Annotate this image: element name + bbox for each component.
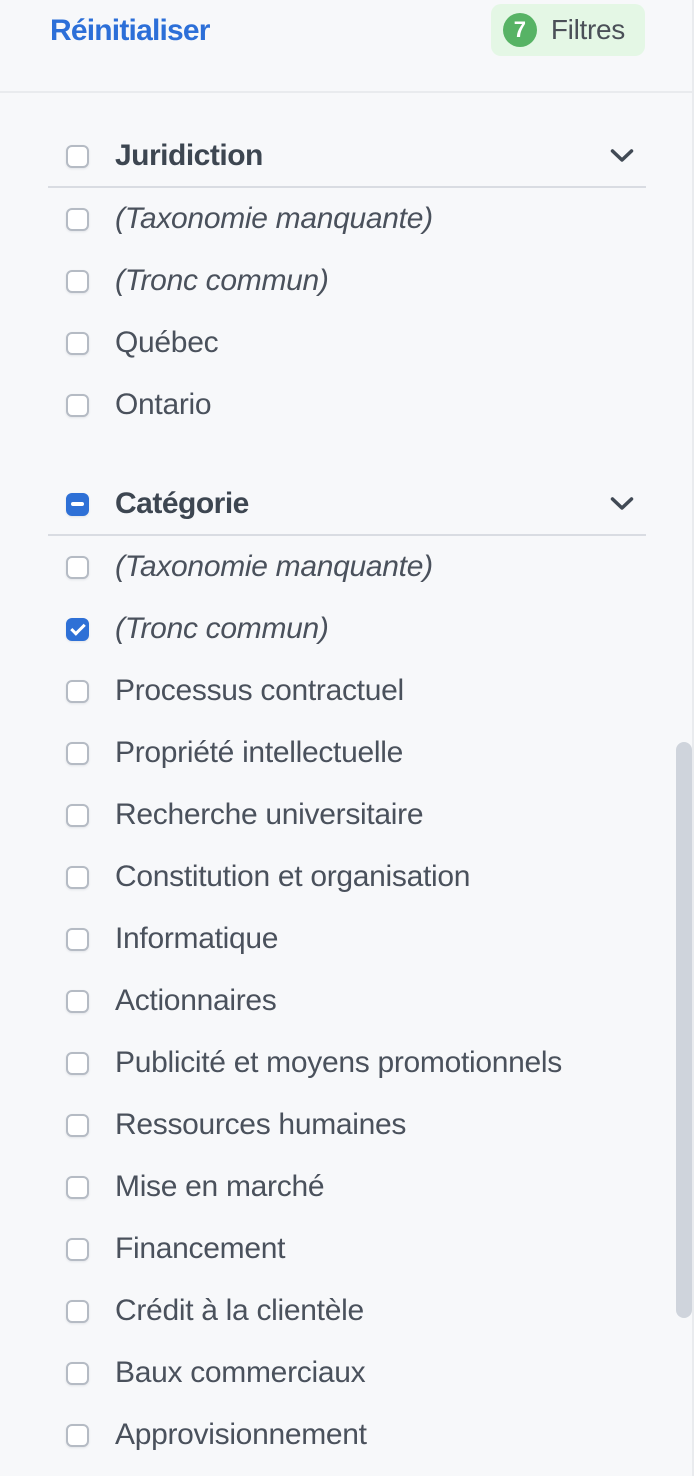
filter-option-checkbox[interactable] — [66, 928, 89, 951]
filter-option-label[interactable]: Processus contractuel — [115, 674, 404, 707]
filter-option-ontario[interactable] — [0, 374, 694, 436]
filter-option-informatique[interactable] — [0, 908, 694, 970]
filter-option-recherche-universitaire[interactable] — [0, 784, 694, 846]
filter-option-checkbox[interactable] — [66, 1238, 89, 1261]
filter-option-checkbox[interactable] — [66, 742, 89, 765]
filter-option-label[interactable]: (Tronc commun) — [115, 264, 329, 297]
filter-option-label[interactable]: Publicité et moyens promotionnels — [115, 1046, 562, 1079]
section-select-all-checkbox[interactable] — [66, 145, 89, 168]
filter-option-checkbox[interactable] — [66, 556, 89, 579]
filter-option-quebec[interactable] — [0, 312, 694, 374]
filter-option-taxonomie-manquante[interactable] — [0, 188, 694, 250]
section-items — [0, 536, 694, 1466]
filter-option-label[interactable]: Informatique — [115, 922, 279, 955]
filter-option-publicite-et-moyens-promotionnels[interactable] — [0, 1032, 694, 1094]
filter-option-label[interactable]: Crédit à la clientèle — [115, 1294, 364, 1327]
filter-option-financement[interactable] — [0, 1218, 694, 1280]
filter-option-propriete-intellectuelle[interactable] — [0, 722, 694, 784]
filter-option-checkbox[interactable] — [66, 270, 89, 293]
section-header-row[interactable] — [0, 133, 694, 179]
filter-option-label[interactable]: (Taxonomie manquante) — [115, 202, 433, 235]
chevron-down-icon[interactable] — [610, 497, 634, 511]
filter-option-baux-commerciaux[interactable] — [0, 1342, 694, 1404]
filter-option-label[interactable]: Ontario — [115, 388, 212, 421]
filter-option-credit-a-la-clientele[interactable] — [0, 1280, 694, 1342]
filter-option-label[interactable]: Propriété intellectuelle — [115, 736, 403, 769]
filter-option-actionnaires[interactable] — [0, 970, 694, 1032]
filter-option-processus-contractuel[interactable] — [0, 660, 694, 722]
section-select-all-checkbox[interactable] — [66, 493, 89, 516]
section-items — [0, 188, 694, 436]
section-title[interactable]: Catégorie — [115, 487, 249, 520]
filter-section-juridiction — [0, 133, 694, 436]
vertical-scrollbar-thumb[interactable] — [676, 742, 692, 1318]
chevron-down-icon[interactable] — [610, 149, 634, 163]
filters-badge-label: Filtres — [550, 14, 625, 45]
filter-option-label[interactable]: Approvisionnement — [115, 1418, 367, 1451]
filter-option-tronc-commun[interactable] — [0, 598, 694, 660]
filter-section-categorie — [0, 481, 694, 1466]
filter-option-label[interactable]: (Tronc commun) — [115, 612, 329, 645]
section-header-row[interactable] — [0, 481, 694, 527]
filter-option-tronc-commun[interactable] — [0, 250, 694, 312]
filter-option-constitution-et-organisation[interactable] — [0, 846, 694, 908]
filters-count-badge — [491, 4, 645, 56]
filter-option-checkbox[interactable] — [66, 804, 89, 827]
filter-option-checkbox[interactable] — [66, 208, 89, 231]
filters-count-value: 7 — [503, 13, 537, 47]
filter-option-label[interactable]: Constitution et organisation — [115, 860, 471, 893]
filter-option-approvisionnement[interactable] — [0, 1404, 694, 1466]
filter-option-label[interactable]: Ressources humaines — [115, 1108, 407, 1141]
reset-filters-link[interactable]: Réinitialiser — [50, 14, 210, 47]
filter-option-checkbox[interactable] — [66, 1362, 89, 1385]
filter-option-checkbox[interactable] — [66, 990, 89, 1013]
filter-option-checkbox[interactable] — [66, 1424, 89, 1447]
filter-sections — [0, 133, 694, 1466]
filter-option-label[interactable]: Financement — [115, 1232, 286, 1265]
filter-option-label[interactable]: Mise en marché — [115, 1170, 325, 1203]
filter-option-taxonomie-manquante[interactable] — [0, 536, 694, 598]
filter-option-checkbox[interactable] — [66, 866, 89, 889]
filter-option-ressources-humaines[interactable] — [0, 1094, 694, 1156]
filter-option-label[interactable]: Québec — [115, 326, 219, 359]
filter-option-checkbox[interactable] — [66, 1052, 89, 1075]
filter-panel-topbar — [0, 0, 694, 93]
filter-option-label[interactable]: Actionnaires — [115, 984, 277, 1017]
filter-option-checkbox[interactable] — [66, 332, 89, 355]
filter-option-checkbox[interactable] — [66, 394, 89, 417]
filter-option-checkbox[interactable] — [66, 1300, 89, 1323]
filter-option-label[interactable]: Baux commerciaux — [115, 1356, 366, 1389]
filter-option-checkbox[interactable] — [66, 1114, 89, 1137]
filter-option-checkbox[interactable] — [66, 1176, 89, 1199]
section-title[interactable]: Juridiction — [115, 139, 263, 172]
filter-option-checkbox[interactable] — [66, 680, 89, 703]
filter-option-mise-en-marche[interactable] — [0, 1156, 694, 1218]
filter-option-label[interactable]: (Taxonomie manquante) — [115, 550, 433, 583]
filter-option-checkbox[interactable] — [66, 618, 89, 641]
filter-option-label[interactable]: Recherche universitaire — [115, 798, 424, 831]
